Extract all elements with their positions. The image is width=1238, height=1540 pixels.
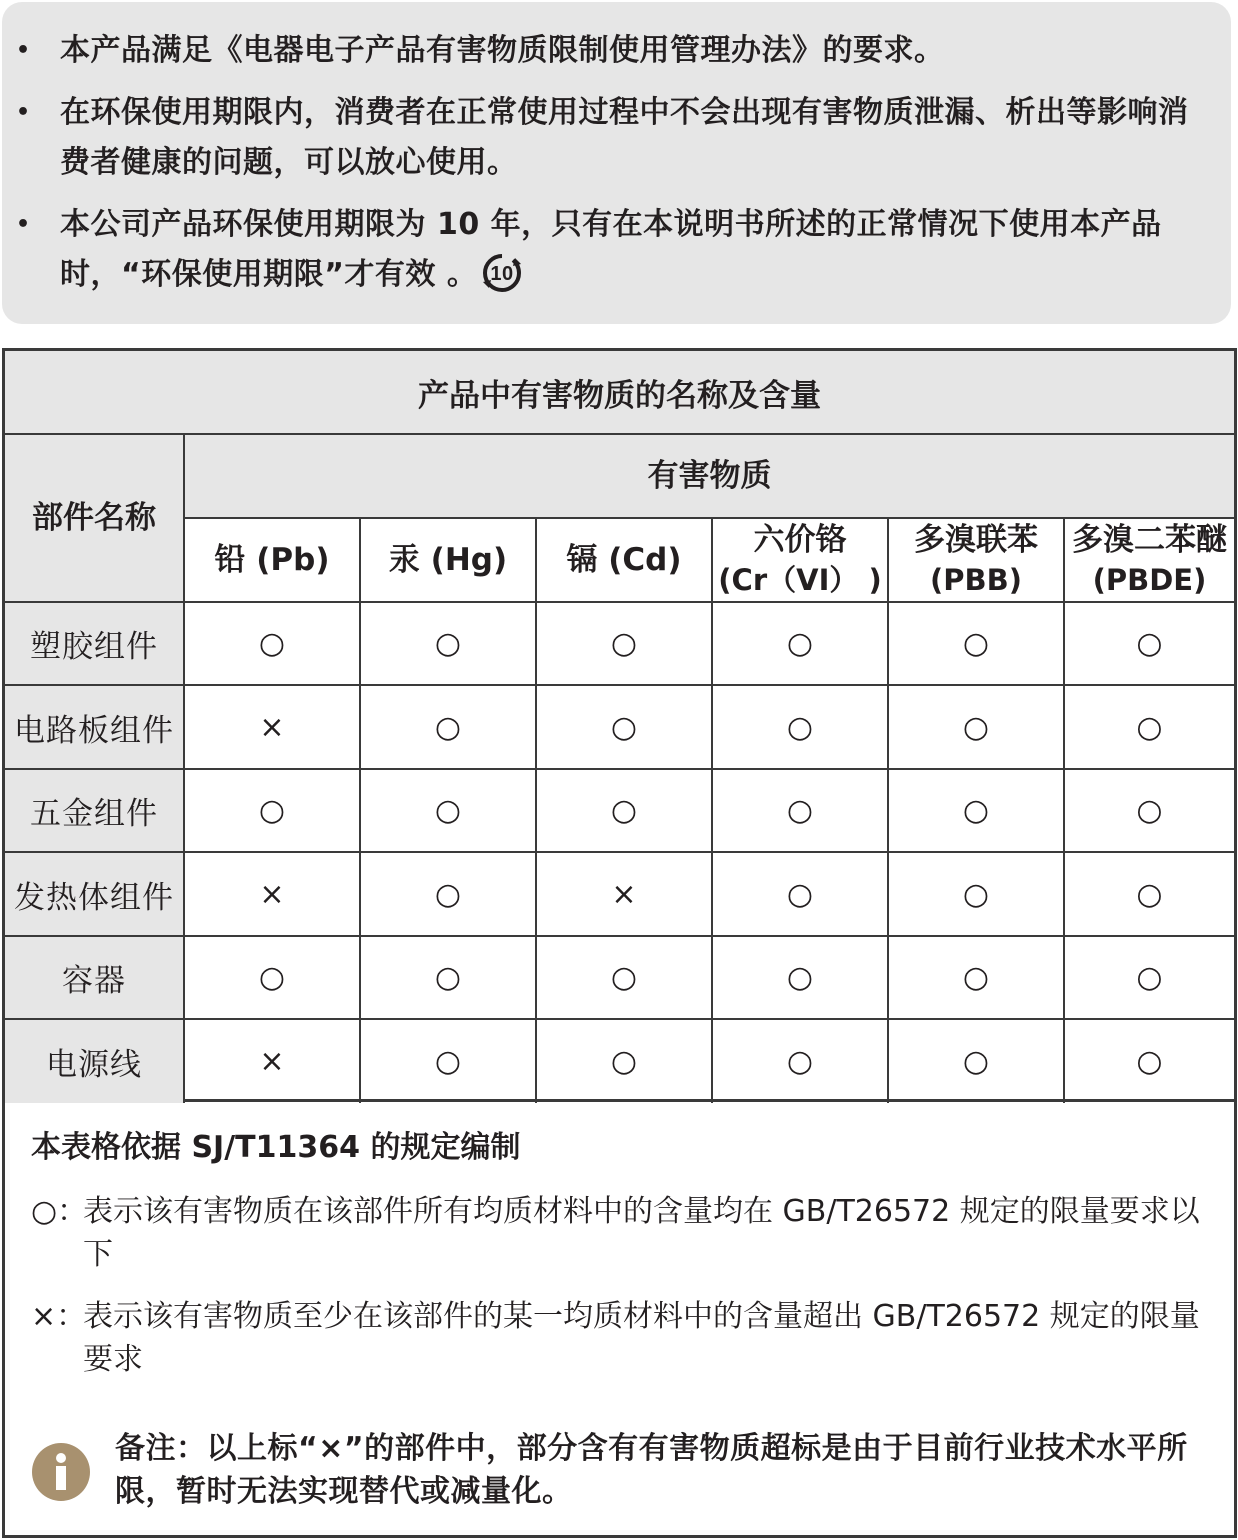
table-basis: 本表格依据 SJ/T11364 的规定编制 (31, 1130, 521, 1165)
column-header-line1: 六价铬 (753, 522, 847, 558)
substance-mark-cell: ○ (1065, 853, 1234, 937)
column-header-line1: 多溴联苯 (914, 522, 1038, 558)
substance-mark-cell: ○ (889, 603, 1065, 686)
column-header-line2: (Cr（VI） ) (718, 563, 882, 597)
info-icon (31, 1442, 91, 1502)
notice-text-body: 本公司产品环保使用期限为 10 年，只有在本说明书所述的正常情况下使用本产品时，“环保使用期限”才有效 。 (60, 207, 1162, 292)
bullet-dot: • (16, 100, 31, 125)
substance-mark-cell: ○ (361, 686, 537, 770)
substance-mark-cell: ○ (889, 1020, 1065, 1103)
remark-text: 备注：以上标“×”的部件中，部分含有有害物质超标是由于目前行业技术水平所限，暂时无法实现替代或减量化。 (115, 1431, 1188, 1509)
substance-column-header (537, 519, 713, 603)
substance-column-header (713, 519, 889, 603)
part-name-cell: 容器 (5, 937, 185, 1020)
notice-text (60, 200, 1210, 300)
part-name-cell: 电源线 (5, 1020, 185, 1103)
substance-mark-cell: ○ (1065, 686, 1234, 770)
substance-mark-cell: ○ (1065, 603, 1234, 686)
legend-symbol: ×： (31, 1299, 87, 1334)
substance-mark-cell: ○ (1136, 1044, 1163, 1079)
substance-mark-cell: ○ (185, 937, 361, 1020)
substance-mark-cell: ○ (537, 603, 713, 686)
substance-mark-cell: ○ (713, 770, 889, 853)
substance-mark-cell: ○ (361, 937, 537, 1020)
substance-mark-cell: ○ (537, 686, 713, 770)
column-header-line1: 多溴二苯醚 (1072, 522, 1227, 558)
substance-mark-cell: ○ (185, 603, 361, 686)
substance-mark-cell: × (185, 853, 361, 937)
column-header-line1: 汞 (Hg) (388, 542, 508, 578)
substance-mark-cell: ○ (537, 770, 713, 853)
substance-group-header: 有害物质 (185, 435, 1234, 519)
substance-mark-cell: ○ (713, 853, 889, 937)
substance-mark-cell: ○ (537, 1020, 713, 1103)
legend-text: 表示该有害物质至少在该部件的某一均质材料中的含量超出 GB/T26572 规定的限量要求 (83, 1299, 1200, 1377)
substance-mark-cell: × (185, 1020, 361, 1103)
substance-mark-cell: ○ (713, 603, 889, 686)
notice-text: 在环保使用期限内，消费者在正常使用过程中不会出现有害物质泄漏、析出等影响消费者健康的问题，可以放心使用。 (60, 95, 1189, 180)
legend-symbol: ○： (31, 1194, 88, 1229)
substance-mark-cell: ○ (1065, 770, 1234, 853)
substance-mark-cell: ○ (889, 686, 1065, 770)
substance-mark-cell: ○ (361, 770, 537, 853)
substance-mark-cell: ○ (537, 937, 713, 1020)
notice-box (2, 2, 1231, 324)
column-header-line1: 镉 (Cd) (566, 542, 682, 578)
substance-column-header (185, 519, 361, 603)
substance-column-header (1065, 519, 1234, 603)
notes-section (2, 1102, 1237, 1538)
substance-mark-cell: ○ (361, 1020, 537, 1103)
part-name-cell: 电路板组件 (5, 686, 185, 770)
epup-years: 10 (490, 262, 515, 285)
substance-column-header (361, 519, 537, 603)
substance-mark-cell: ○ (889, 937, 1065, 1020)
substance-mark-cell: ○ (361, 603, 537, 686)
column-header-line1: 铅 (Pb) (214, 542, 330, 578)
bullet-dot: • (16, 212, 31, 237)
substance-mark-cell: ○ (713, 686, 889, 770)
substance-mark-cell: × (185, 686, 361, 770)
substance-mark-cell: ○ (361, 853, 537, 937)
part-name-cell: 发热体组件 (5, 853, 185, 937)
hazardous-substance-table (2, 348, 1237, 1102)
legend-text: 表示该有害物质在该部件所有均质材料中的含量均在 GB/T26572 规定的限量要求以下 (83, 1194, 1200, 1272)
column-header-line2: (PBB) (930, 563, 1022, 597)
table-title: 产品中有害物质的名称及含量 (5, 351, 1234, 435)
part-name-header: 部件名称 (5, 435, 185, 603)
bullet-dot: • (16, 38, 31, 63)
substance-column-header (889, 519, 1065, 603)
substance-mark-cell: ○ (713, 937, 889, 1020)
part-name-cell: 塑胶组件 (5, 603, 185, 686)
substance-mark-cell: ○ (889, 853, 1065, 937)
environmental-protection-use-period-icon (479, 250, 525, 296)
part-name-cell: 五金组件 (5, 770, 185, 853)
column-header-line2: (PBDE) (1092, 563, 1207, 597)
notice-text: 本产品满足《电器电子产品有害物质限制使用管理办法》的要求。 (60, 33, 945, 68)
substance-mark-cell: ○ (713, 1020, 889, 1103)
substance-mark-cell: × (537, 853, 713, 937)
substance-mark-cell: ○ (1065, 937, 1234, 1020)
substance-mark-cell: ○ (185, 770, 361, 853)
substance-mark-cell: ○ (889, 770, 1065, 853)
